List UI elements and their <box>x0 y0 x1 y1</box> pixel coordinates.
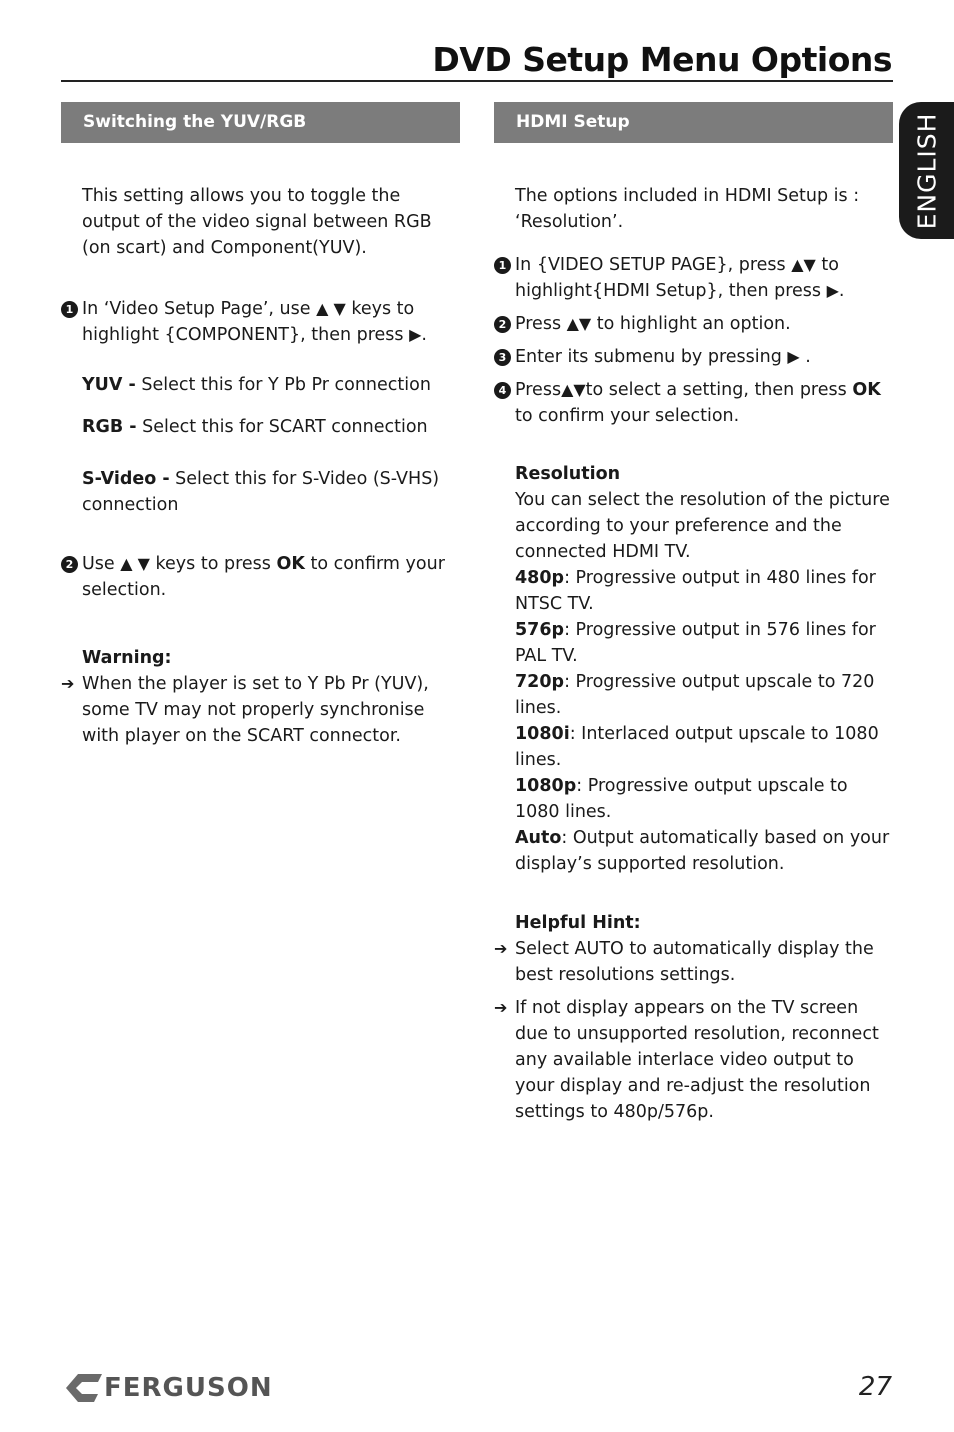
page-number: 27 <box>858 1372 892 1402</box>
resolution-option-label: 576p <box>515 620 565 640</box>
resolution-option <box>494 617 894 669</box>
yuv-rgb-intro: This setting allows you to toggle the output of the video signal between RGB (on scart) and Component(YUV). <box>82 186 432 258</box>
resolution-option <box>494 669 894 721</box>
resolution-option-label: Auto <box>515 828 562 848</box>
section-header-yuv-rgb: Switching the YUV/RGB <box>61 102 460 143</box>
right-arrow-icon: ➔ <box>494 998 508 1017</box>
resolution-option-text: : Output automatically based on your display’s supported resolution. <box>515 828 890 874</box>
right-arrow-icon: ➔ <box>494 939 508 958</box>
language-tab <box>899 102 954 239</box>
hdmi-step-1: 1 In {VIDEO SETUP PAGE}, press ▲▼ to highlight{HDMI Setup}, then press ▶. <box>494 252 894 304</box>
hint-item: ➔ Select AUTO to automatically display the best resolutions settings. <box>494 936 894 988</box>
step-number-icon: 3 <box>494 349 511 366</box>
warning-item: ➔ When the player is set to Y Pb Pr (YUV), some TV may not properly synchronise with player on the SCART connector. <box>61 671 461 749</box>
section-header-hdmi: HDMI Setup <box>494 102 893 143</box>
resolution-option-text: : Progressive output in 480 lines for NTSC TV. <box>515 568 876 614</box>
hdmi-intro: The options included in HDMI Setup is : ‘Resolution’. <box>515 186 860 232</box>
up-down-arrows-icon: ▲▼ <box>561 380 586 399</box>
step-number-icon: 2 <box>494 316 511 333</box>
brand-name: FERGUSON <box>104 1373 273 1403</box>
up-down-arrows-icon: ▲▼ <box>566 314 592 333</box>
ferguson-mark-icon <box>64 1372 104 1404</box>
hdmi-step-4: 4 Press▲▼to select a setting, then press OK to confirm your selection. <box>494 377 894 429</box>
header-rule <box>61 80 893 82</box>
play-arrow-icon: ▶ <box>826 281 839 300</box>
resolution-option-label: 480p <box>515 568 565 588</box>
step-number-icon: 2 <box>61 556 78 573</box>
resolution-option-text: : Progressive output upscale to 720 lines. <box>515 672 875 718</box>
resolution-option-label: 1080i <box>515 724 570 744</box>
hint-item: ➔ If not display appears on the TV screen due to unsupported resolution, reconnect any available interlace video output to your display and re-adjust the resolution settings to 480p/576p. <box>494 995 894 1125</box>
resolution-option-label: 720p <box>515 672 565 692</box>
step-2: 2 Use ▲ ▼ keys to press OK to confirm your selection. <box>61 551 461 603</box>
page-title: DVD Setup Menu Options <box>432 40 892 79</box>
up-down-arrows-icon: ▲ ▼ <box>120 554 150 573</box>
resolution-options <box>494 565 894 877</box>
resolution-option-text: : Progressive output in 576 lines for PAL TV. <box>515 620 876 666</box>
step-number-icon: 1 <box>494 257 511 274</box>
resolution-option-text: : Interlaced output upscale to 1080 lines. <box>515 724 879 770</box>
resolution-option-label: 1080p <box>515 776 577 796</box>
right-arrow-icon: ➔ <box>61 674 75 693</box>
resolution-option <box>494 773 894 825</box>
resolution-option-text: : Progressive output upscale to 1080 lines. <box>515 776 848 822</box>
hint-title: Helpful Hint: <box>515 913 641 933</box>
hdmi-step-2: 2 Press ▲▼ to highlight an option. <box>494 311 894 337</box>
resolution-title: Resolution <box>515 464 621 484</box>
brand-logo <box>64 1372 273 1404</box>
right-column <box>494 183 894 1125</box>
resolution-intro: You can select the resolution of the picture according to your preference and the connected HDMI TV. <box>515 490 890 562</box>
left-column <box>61 183 461 749</box>
hdmi-step-3: 3 Enter its submenu by pressing ▶ . <box>494 344 894 370</box>
language-tab-label: ENGLISH <box>912 112 941 229</box>
svideo-option: S-Video - Select this for S-Video (S-VHS) connection <box>82 469 440 515</box>
step-number-icon: 1 <box>61 301 78 318</box>
play-arrow-icon: ▶ <box>409 325 422 344</box>
resolution-option <box>494 721 894 773</box>
resolution-option <box>494 825 894 877</box>
play-arrow-icon: ▶ <box>787 347 800 366</box>
warning-title: Warning: <box>82 648 172 668</box>
up-down-arrows-icon: ▲▼ <box>791 255 816 274</box>
yuv-option: YUV - Select this for Y Pb Pr connection <box>82 375 431 395</box>
rgb-option: RGB - Select this for SCART connection <box>82 417 428 437</box>
step-1: 1 In ‘Video Setup Page’, use ▲ ▼ keys to highlight {COMPONENT}, then press ▶. <box>61 296 461 348</box>
up-down-arrows-icon: ▲ ▼ <box>316 299 346 318</box>
step-number-icon: 4 <box>494 382 511 399</box>
resolution-option <box>494 565 894 617</box>
